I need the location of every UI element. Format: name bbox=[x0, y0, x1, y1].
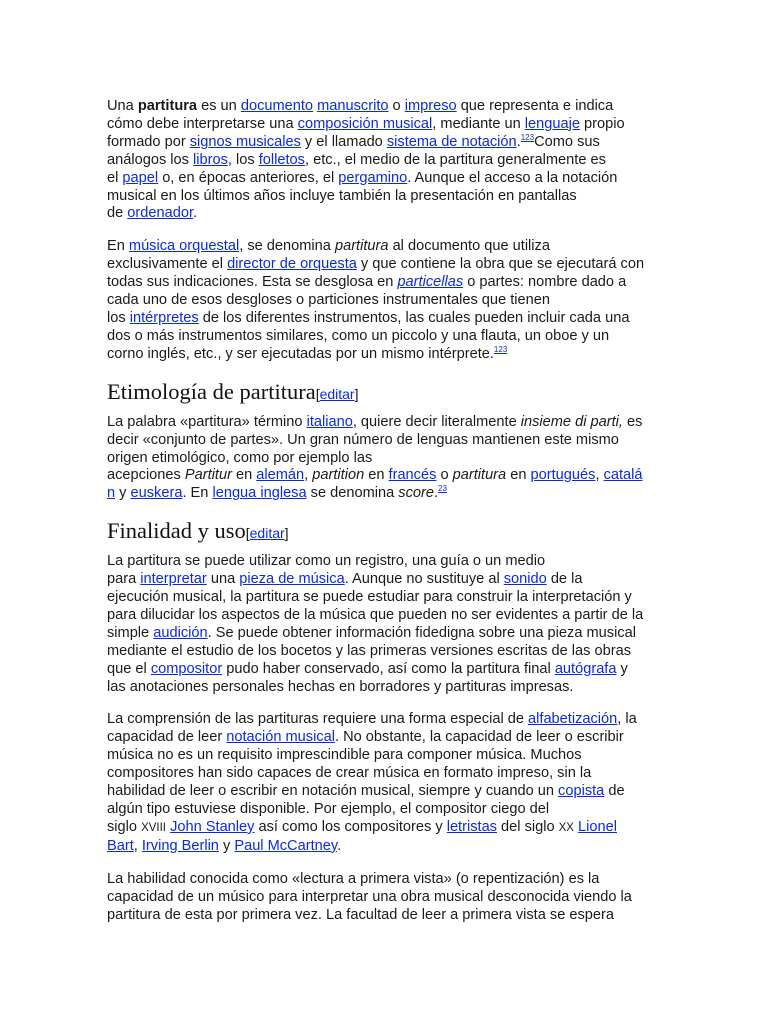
text: las anotaciones personales hechas en borradores y partituras impresas. bbox=[107, 678, 574, 695]
text: o, en épocas anteriores, el bbox=[158, 169, 339, 186]
heading-text: Etimología de partitura bbox=[107, 378, 316, 404]
link-interpretes[interactable]: intérpretes bbox=[129, 309, 199, 326]
link-particellas[interactable]: particellas bbox=[397, 274, 464, 291]
text: cada uno de esos desgloses o particiones instrumentales que tienen bbox=[107, 292, 550, 309]
text: en bbox=[364, 467, 389, 484]
text: simple bbox=[107, 624, 154, 641]
century-numeral: XVIII bbox=[141, 821, 167, 834]
text: . En bbox=[182, 485, 213, 502]
edit-section-control bbox=[246, 525, 289, 541]
link-documento[interactable]: documento bbox=[240, 98, 314, 114]
text: o bbox=[388, 98, 405, 114]
text: el bbox=[107, 169, 123, 186]
text: siglo bbox=[107, 818, 142, 835]
bracket: ] bbox=[284, 525, 289, 542]
text: música no es un requisito imprescindible para componer música. Muchos bbox=[107, 747, 582, 764]
text: cómo debe interpretarse una bbox=[107, 115, 298, 132]
link-audicion[interactable]: audición bbox=[153, 624, 208, 641]
text: partitura de esta por primera vez. La facultad de leer a primera vista se espera bbox=[107, 906, 614, 923]
reference-link[interactable]: 123 bbox=[493, 344, 508, 354]
link-director-de-orquesta[interactable]: director de orquesta bbox=[227, 256, 357, 273]
link-composicion-musical[interactable]: composición musical bbox=[297, 115, 433, 132]
link-manuscrito[interactable]: manuscrito bbox=[317, 98, 389, 114]
link-letristas[interactable]: letristas bbox=[446, 818, 497, 835]
italic-term: partition bbox=[312, 467, 365, 484]
link-sonido[interactable]: sonido bbox=[503, 571, 547, 588]
text: de los diferentes instrumentos, las cuales pueden incluir cada una bbox=[198, 309, 630, 326]
text: , quiere decir literalmente bbox=[352, 413, 521, 430]
text: . No obstante, la capacidad de leer o escribir bbox=[334, 729, 624, 746]
text: origen etimológico, como por ejemplo las bbox=[107, 449, 373, 466]
reference-link[interactable]: 23 bbox=[438, 484, 447, 494]
text: se denomina bbox=[306, 485, 399, 502]
text: análogos los bbox=[107, 151, 194, 168]
link-lengua-inglesa[interactable]: lengua inglesa bbox=[212, 485, 307, 502]
text: La comprensión de las partituras requiere una forma especial de bbox=[107, 711, 529, 728]
text: y que contiene la obra que se ejecutará con bbox=[356, 256, 645, 273]
text: La palabra «partitura» término bbox=[107, 413, 307, 430]
text: . bbox=[433, 485, 439, 502]
paragraph-lectura-vista bbox=[107, 871, 667, 925]
text: es bbox=[622, 413, 643, 430]
text: acepciones bbox=[107, 467, 185, 484]
link-autografa[interactable]: autógrafa bbox=[554, 660, 617, 677]
text: ejecución musical, la partitura se puede estudiar para construir la interpretación y bbox=[107, 589, 632, 606]
text: Como sus bbox=[534, 133, 600, 150]
link-impreso[interactable]: impreso bbox=[404, 98, 457, 114]
text: de bbox=[604, 783, 625, 800]
text: . Aunque no sustituye al bbox=[344, 571, 504, 588]
bracket: [ bbox=[245, 525, 250, 542]
text: , bbox=[304, 467, 313, 484]
text: pudo haber conservado, así como la partitura final bbox=[222, 660, 555, 677]
text: La partitura se puede utilizar como un registro, una guía o un medio bbox=[107, 553, 546, 570]
text: mediante el estudio de los bocetos y las primeras versiones escritas de las obras bbox=[107, 642, 632, 659]
text: para bbox=[107, 571, 141, 588]
paragraph-comprension bbox=[107, 711, 667, 855]
link-folletos[interactable]: folletos bbox=[258, 151, 305, 168]
section-heading-finalidad bbox=[107, 518, 667, 546]
link-pieza-de-musica[interactable]: pieza de música bbox=[239, 571, 345, 588]
link-lionel-bart[interactable]: Bart bbox=[107, 837, 134, 854]
link-papel[interactable]: papel bbox=[122, 169, 159, 186]
link-interpretar[interactable]: interpretar bbox=[140, 571, 207, 588]
text: los bbox=[107, 309, 130, 326]
text: , bbox=[133, 837, 142, 854]
text: corno inglés, etc., y ser ejecutadas por un mismo intérprete. bbox=[107, 345, 494, 362]
link-pergamino[interactable]: pergamino bbox=[338, 169, 408, 186]
heading-text: Finalidad y uso bbox=[107, 518, 246, 544]
text: una bbox=[206, 571, 240, 588]
text: de la bbox=[546, 571, 583, 588]
text: musical en los últimos años incluye también la presentación en pantallas bbox=[107, 187, 577, 204]
text: y bbox=[616, 660, 628, 677]
article-body bbox=[107, 98, 667, 939]
link-lionel-bart[interactable]: Lionel bbox=[578, 818, 617, 835]
text: Una bbox=[107, 98, 138, 114]
link-euskera[interactable]: euskera bbox=[130, 485, 183, 502]
text: . bbox=[193, 205, 198, 222]
text: , la bbox=[617, 711, 637, 728]
link-frances[interactable]: francés bbox=[388, 467, 437, 484]
paragraph-etimologia bbox=[107, 414, 667, 504]
text: en bbox=[506, 467, 531, 484]
edit-link[interactable]: editar bbox=[249, 525, 285, 542]
link-signos-musicales[interactable]: signos musicales bbox=[189, 133, 301, 150]
text: que representa e indica bbox=[456, 98, 614, 114]
link-ordenador[interactable]: ordenador bbox=[127, 205, 194, 222]
link-catalan[interactable]: catalá bbox=[603, 467, 643, 484]
text: y el llamado bbox=[300, 133, 387, 150]
text: , los bbox=[227, 151, 259, 168]
text: así como los compositores y bbox=[254, 818, 447, 835]
link-alfabetizacion[interactable]: alfabetización bbox=[528, 711, 618, 728]
link-notacion-musical[interactable]: notación musical bbox=[226, 729, 335, 746]
italic-term: partitura bbox=[452, 467, 507, 484]
reference-link[interactable]: 123 bbox=[520, 132, 535, 142]
text: que el bbox=[107, 660, 151, 677]
section-heading-etimologia bbox=[107, 379, 667, 407]
italic-term: insieme di parti, bbox=[520, 413, 623, 430]
bold-term: partitura bbox=[137, 98, 198, 114]
text: capacidad de un músico para interpretar una obra musical desconocida viendo la bbox=[107, 888, 632, 905]
text: capacidad de leer bbox=[107, 729, 227, 746]
text: en bbox=[231, 467, 257, 484]
paragraph-finalidad bbox=[107, 553, 667, 696]
text: En bbox=[107, 238, 129, 255]
text: decir «conjunto de partes». Un gran número de lenguas mantienen este mismo bbox=[107, 431, 619, 448]
text: es un bbox=[197, 98, 241, 114]
text: , bbox=[595, 467, 604, 484]
text: , se denomina bbox=[239, 238, 335, 255]
text: dos o más instrumentos similares, como un piccolo y una flauta, un oboe y un bbox=[107, 327, 610, 344]
text: . Se puede obtener información fidedigna sobre una pieza musical bbox=[207, 624, 636, 641]
text: de bbox=[107, 205, 128, 222]
text: o partes: nombre dado a bbox=[463, 274, 627, 291]
text: todas sus indicaciones. Esta se desglosa en bbox=[107, 274, 398, 291]
text: La habilidad conocida como «lectura a primera vista» (o repentización) es la bbox=[107, 870, 600, 887]
text: o bbox=[436, 467, 453, 484]
edit-section-control bbox=[316, 386, 359, 402]
text: habilidad de leer o escribir en notación musical, siempre y cuando un bbox=[107, 783, 559, 800]
text: y bbox=[218, 837, 235, 854]
link-lenguaje[interactable]: lenguaje bbox=[524, 115, 580, 132]
italic-term: partitura bbox=[334, 238, 389, 255]
text: , mediante un bbox=[432, 115, 525, 132]
text: . bbox=[516, 133, 521, 150]
text: . Aunque el acceso a la notación bbox=[407, 169, 618, 186]
edit-link[interactable]: editar bbox=[319, 385, 355, 402]
paragraph-orquestal bbox=[107, 238, 667, 363]
link-libros[interactable]: libros bbox=[193, 151, 228, 168]
text: formado por bbox=[107, 133, 190, 150]
link-catalan[interactable]: n bbox=[107, 485, 116, 502]
text: , etc., el medio de la partitura generalmente es bbox=[304, 151, 606, 168]
link-john-stanley[interactable]: John Stanley bbox=[170, 818, 255, 835]
text: compositores han sido capaces de crear música en formato impreso, sin la bbox=[107, 765, 592, 782]
bracket: ] bbox=[354, 385, 359, 402]
italic-term: score bbox=[398, 485, 434, 502]
italic-term: Partitur bbox=[184, 467, 232, 484]
paragraph-intro bbox=[107, 98, 667, 223]
century-numeral: XX bbox=[558, 821, 574, 834]
link-italiano[interactable]: italiano bbox=[306, 413, 353, 430]
text: para dilucidar los aspectos de la música que pueden no ser evidentes a partir de la bbox=[107, 606, 644, 623]
text: algún tipo estuviese disponible. Por ejemplo, el compositor ciego del bbox=[107, 801, 550, 817]
link-aleman[interactable]: alemán bbox=[256, 467, 305, 484]
text: y bbox=[115, 485, 131, 502]
text: propio bbox=[579, 115, 625, 132]
text: al documento que utiliza bbox=[388, 238, 550, 255]
link-musica-orquestal[interactable]: música orquestal bbox=[128, 238, 240, 255]
link-paul-mccartney[interactable]: Paul McCartney bbox=[234, 837, 338, 854]
link-copista[interactable]: copista bbox=[558, 783, 605, 800]
link-portugues[interactable]: portugués bbox=[530, 467, 596, 484]
text: . bbox=[337, 837, 342, 854]
text: del siglo bbox=[496, 818, 559, 835]
link-irving-berlin[interactable]: Irving Berlin bbox=[141, 837, 219, 854]
text: exclusivamente el bbox=[107, 256, 228, 273]
bracket: [ bbox=[315, 385, 320, 402]
link-sistema-de-notacion[interactable]: sistema de notación bbox=[386, 133, 517, 150]
link-compositor[interactable]: compositor bbox=[150, 660, 223, 677]
